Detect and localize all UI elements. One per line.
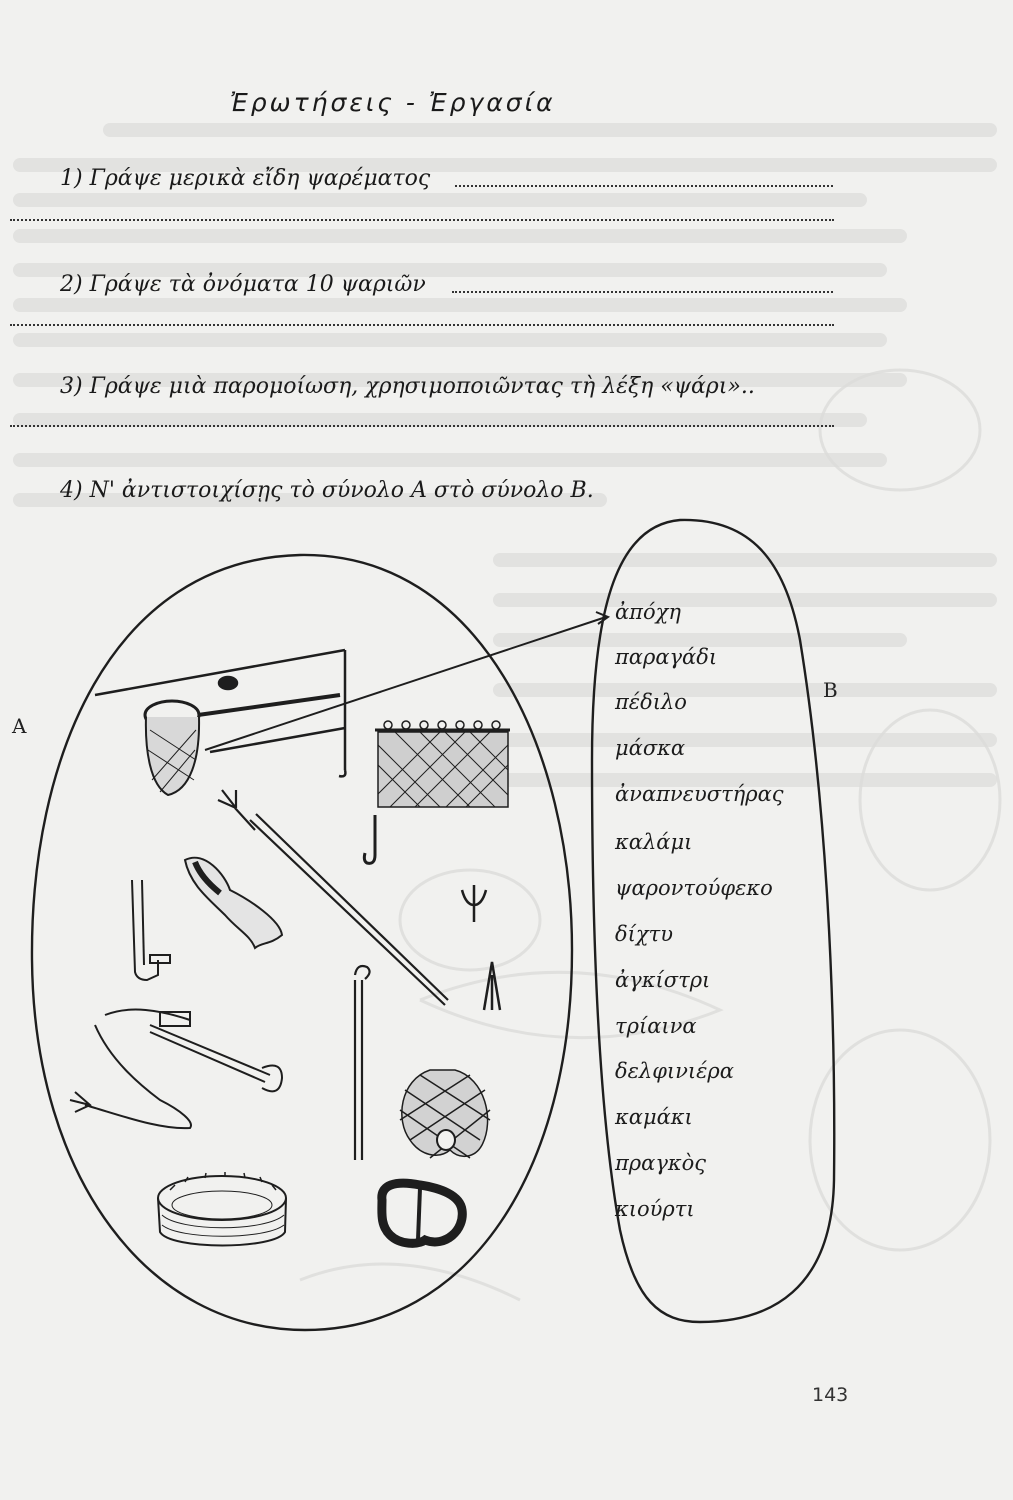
set-b-word[interactable]: ἀναπνευστήρας [615, 782, 784, 806]
page-number: 143 [812, 1384, 849, 1406]
question-1: 1) Γράψε μερικὰ εἴδη ψαρέματος [60, 166, 431, 191]
set-b-word[interactable]: πραγκὸς [615, 1151, 707, 1175]
snorkel-icon [132, 880, 170, 980]
set-b-word[interactable]: παραγάδι [615, 645, 718, 669]
set-b-word[interactable]: ἀπόχη [615, 600, 681, 624]
set-a-label: Α [12, 714, 27, 738]
fishing-net-icon [375, 721, 510, 807]
dolphin-harpoon-icon [70, 1010, 282, 1129]
set-b-word[interactable]: καμάκι [615, 1105, 693, 1129]
harpoon-head-icon [484, 962, 500, 1010]
set-b-word[interactable]: ἀγκίστρι [615, 968, 711, 992]
longline-basket-icon [158, 1172, 286, 1246]
question-4: 4) Ν' ἀντιστοιχίσῃς τὸ σύνολο Α στὸ σύνολο Β. [60, 478, 594, 503]
set-b-word[interactable]: κιούρτι [615, 1197, 695, 1221]
fish-trap-icon [400, 1070, 490, 1158]
question-2: 2) Γράψε τὰ ὀνόματα 10 ψαριῶν [60, 272, 426, 297]
fin-icon [185, 858, 282, 948]
set-b-word[interactable]: ψαροντούφεκο [615, 876, 773, 900]
set-b-word[interactable]: μάσκα [615, 736, 686, 760]
set-b-word[interactable]: τρίαινα [615, 1014, 697, 1038]
set-b-word[interactable]: δελφινιέρα [615, 1059, 734, 1083]
set-b-word[interactable]: πέδιλο [615, 690, 687, 714]
spear-gun-icon [218, 790, 448, 1005]
set-b-word[interactable]: καλάμι [615, 830, 693, 854]
gaff-icon [355, 966, 370, 1160]
question-3: 3) Γράψε μιὰ παρομοίωση, χρησιμοποιῶντας τὴ λέξη «ψάρι».. [60, 374, 755, 399]
hook-icon [364, 815, 375, 863]
diving-mask-icon [382, 1183, 462, 1243]
set-a-ellipse [32, 555, 572, 1330]
page-title: Ἐρωτήσεις - Ἐργασία [230, 88, 556, 117]
set-b-label: Β [823, 678, 838, 702]
set-b-word[interactable]: δίχτυ [615, 922, 673, 946]
trident-icon [462, 885, 486, 922]
